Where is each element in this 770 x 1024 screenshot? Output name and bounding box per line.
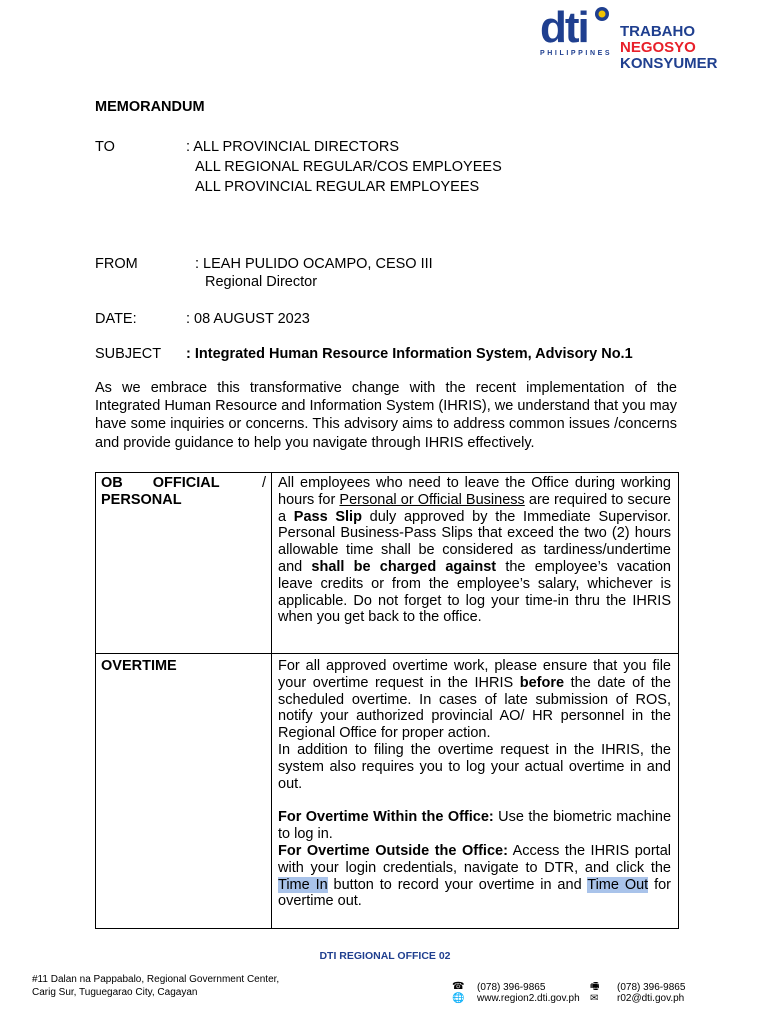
seal-icon (594, 6, 610, 22)
row-header-overtime: OVERTIME (96, 654, 272, 928)
tagline-konsyumer: KONSYUMER (620, 55, 718, 72)
bold-text: For Overtime Within the Office: (278, 809, 494, 826)
footer-fax: (078) 396-9865 (617, 982, 686, 993)
to-label: TO (95, 139, 115, 155)
to-recipient-1: : ALL PROVINCIAL DIRECTORS (186, 139, 399, 155)
row-header-slash: / (261, 475, 266, 491)
overtime-para-2: In addition to filing the overtime request in the IHRIS, the system also requires you to log your actual overtime in and out. (278, 741, 671, 792)
footer-office: DTI REGIONAL OFFICE 02 (319, 950, 451, 962)
from-label: FROM (95, 256, 138, 272)
overtime-para-3 (278, 809, 671, 843)
text-run: button to record your overtime in and (327, 876, 588, 893)
to-recipient-3: ALL PROVINCIAL REGULAR EMPLOYEES (195, 179, 480, 195)
bold-text: before (519, 674, 565, 691)
highlighted-text: Time In (278, 876, 328, 893)
overtime-para-4 (278, 843, 671, 910)
text-run: Use the biometric machine to log in. (278, 809, 672, 843)
bold-text: Pass Slip (293, 508, 362, 525)
dti-logo-text: dti (540, 3, 588, 52)
row-content-ob (272, 473, 678, 653)
footer-address-line-2: Carig Sur, Tuguegarao City, Cagayan (32, 987, 198, 998)
footer-phone: (078) 396-9865 (477, 982, 546, 993)
from-title: Regional Director (205, 274, 318, 290)
date-label: DATE: (95, 311, 137, 327)
subject-label: SUBJECT (95, 346, 162, 362)
table-row (96, 473, 678, 654)
text-run: duly approved by the Immediate Supervisor. Personal Business-Pass Slips that exceed the two (2) hours allowable time shall be considered as tardiness/undertime and (278, 508, 672, 575)
email-icon: ✉ (590, 993, 599, 1004)
overtime-para-1 (278, 658, 671, 742)
dti-logo (540, 3, 615, 72)
footer-website: www.region2.dti.gov.ph (477, 993, 580, 1004)
from-name: : LEAH PULIDO OCAMPO, CESO III (195, 256, 433, 272)
row-content-overtime (272, 654, 678, 928)
highlighted-text: Time Out (587, 876, 649, 893)
row-header-ob-official: OB OFFICIAL (101, 475, 220, 491)
text-run: are required to secure a (278, 491, 671, 525)
subject-value: : Integrated Human Resource Information System, Advisory No.1 (186, 346, 633, 362)
phone-icon: ☎ (452, 981, 465, 992)
footer-address-line-1: #11 Dalan na Pappabalo, Regional Government Center, (32, 974, 280, 985)
text-run: the employee’s vacation leave credits or from the employee’s salary, whichever is applicable. Do not forget to log your time-in thru the IHRIS when you get back to the office. (278, 558, 671, 626)
footer-address (32, 973, 279, 999)
text-run: All employees who need to leave the Office during working hours for (278, 475, 671, 508)
footer-email: r02@dti.gov.ph (617, 993, 685, 1004)
tagline-logo (620, 24, 718, 72)
fax-icon: 🖷 (590, 981, 600, 992)
text-run: the date of the scheduled overtime. In cases of late submission of ROS, notify your authorized provincial AO/ HR personnel in the Regional Office for proper action. (278, 674, 671, 742)
date-value: : 08 AUGUST 2023 (186, 311, 310, 327)
tagline-trabaho: TRABAHO (620, 23, 695, 40)
tagline-negosyo: NEGOSYO (620, 39, 696, 56)
text-run: Access the IHRIS portal with your login credentials, navigate to DTR, and click the (278, 842, 671, 876)
intro-paragraph: As we embrace this transformative change with the recent implementation of the Integrated Human Resource and Information System (IHRIS), we understand that you may have some inquiries or concerns. This advisory aims to address common issues /concerns and provide guidance to help you navigate through IHRIS effectively. (95, 380, 677, 451)
bold-text: For Overtime Outside the Office: (278, 842, 508, 859)
to-recipient-2: ALL REGIONAL REGULAR/COS EMPLOYEES (195, 159, 502, 175)
table-row (96, 654, 678, 928)
text-run: for overtime out. (278, 876, 671, 910)
text-run: For all approved overtime work, please ensure that you file your overtime request in the IHRIS (278, 658, 671, 691)
bold-text: shall be charged against (311, 558, 497, 575)
advisory-table (95, 472, 679, 929)
dti-logo-subtext: PHILIPPINES (540, 50, 613, 57)
row-header-personal: PERSONAL (101, 492, 182, 508)
row-header-ob (96, 473, 272, 653)
globe-icon: 🌐 (452, 993, 465, 1004)
memo-title: MEMORANDUM (95, 99, 205, 115)
underlined-text: Personal or Official Business (339, 491, 525, 508)
